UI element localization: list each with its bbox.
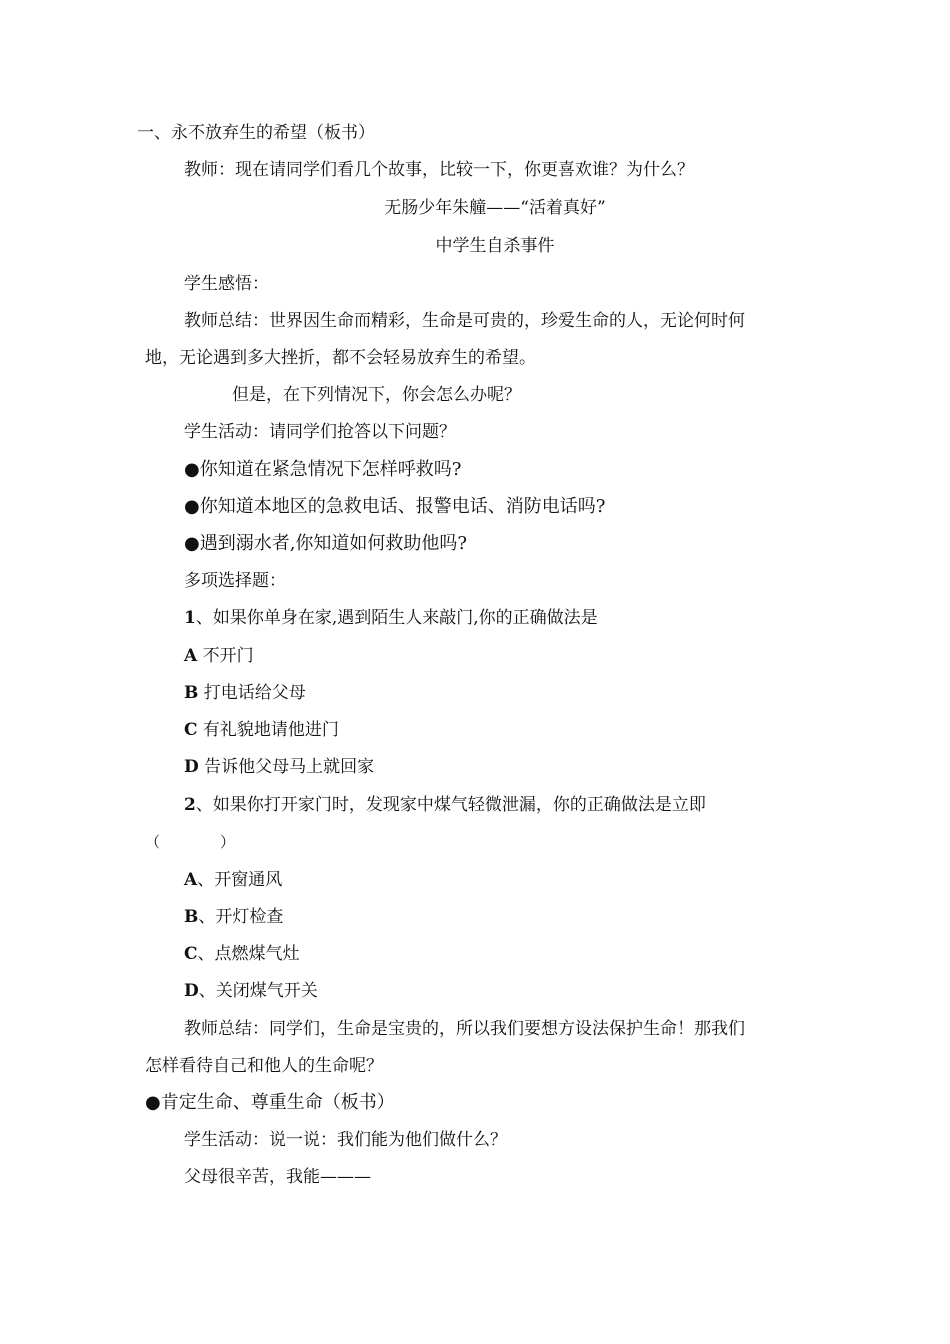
option-letter: B	[184, 683, 199, 703]
option-text: 有礼貌地请他进门	[197, 720, 339, 740]
option-text: 、开灯检查	[198, 907, 284, 927]
teacher-summary-1-line-2: 地，无论遇到多大挫折，都不会轻易放弃生的希望。	[145, 348, 536, 368]
teacher-summary-1-line-1: 教师总结：世界因生命而精彩，生命是可贵的，珍爱生命的人，无论何时何	[184, 311, 745, 331]
option-text: 、点燃煤气灶	[197, 944, 300, 964]
option-text: 不开门	[197, 646, 254, 666]
q1-option-c	[184, 719, 339, 741]
student-activity-2: 学生活动：说一说：我们能为他们做什么？	[184, 1130, 507, 1150]
section-title: 一、永不放弃生的希望（板书）	[137, 123, 375, 143]
teacher-summary-2-line-1: 教师总结：同学们，生命是宝贵的，所以我们要想方设法保护生命！那我们	[184, 1019, 745, 1039]
bullet-item: ●遇到溺水者,你知道如何救助他吗?	[184, 533, 468, 554]
but-question: 但是，在下列情况下，你会怎么办呢？	[232, 385, 521, 405]
q1-option-b	[184, 682, 306, 704]
option-letter: A	[184, 870, 198, 890]
bullet-item: ●你知道在紧急情况下怎样呼救吗?	[184, 459, 462, 480]
student-activity-1: 学生活动：请同学们抢答以下问题？	[184, 422, 456, 442]
q1-option-a	[184, 645, 254, 667]
q2-option-b	[184, 906, 283, 928]
question-1	[184, 607, 598, 629]
bullet-item: ●你知道本地区的急救电话、报警电话、消防电话吗?	[184, 496, 606, 517]
story-title-2: 中学生自杀事件	[435, 236, 555, 256]
question-2-blank: （ ）	[145, 833, 236, 851]
option-letter: B	[184, 907, 199, 927]
q2-option-d	[184, 980, 318, 1002]
option-letter: D	[184, 757, 199, 777]
q2-option-a	[184, 869, 282, 891]
option-text: 、关闭煤气开关	[198, 981, 318, 1001]
option-letter: A	[184, 646, 198, 666]
option-text: 打电话给父母	[198, 683, 306, 703]
option-letter: C	[184, 944, 198, 964]
question-2	[184, 794, 706, 816]
option-text: 、开窗通风	[197, 870, 283, 890]
q1-option-d	[184, 756, 374, 778]
multiple-choice-heading: 多项选择题：	[184, 571, 286, 591]
question-text: 、如果你打开家门时，发现家中煤气轻微泄漏，你的正确做法是立即	[195, 795, 706, 815]
teacher-summary-2-line-2: 怎样看待自己和他人的生命呢？	[145, 1056, 383, 1076]
parents-line: 父母很辛苦，我能———	[184, 1167, 371, 1187]
story-title-1: 无肠少年朱艟——“活着真好”	[384, 198, 606, 218]
question-text: 、如果你单身在家,遇到陌生人来敲门,你的正确做法是	[195, 608, 598, 628]
student-insight: 学生感悟：	[184, 274, 269, 294]
question-number: 2	[184, 795, 196, 815]
option-letter: D	[184, 981, 199, 1001]
section2-title: ●肯定生命、尊重生命（板书）	[145, 1092, 395, 1113]
q2-option-c	[184, 943, 300, 965]
option-letter: C	[184, 720, 198, 740]
question-number: 1	[184, 608, 196, 628]
teacher-prompt: 教师：现在请同学们看几个故事，比较一下，你更喜欢谁？为什么？	[184, 160, 694, 180]
option-text: 告诉他父母马上就回家	[198, 757, 375, 777]
